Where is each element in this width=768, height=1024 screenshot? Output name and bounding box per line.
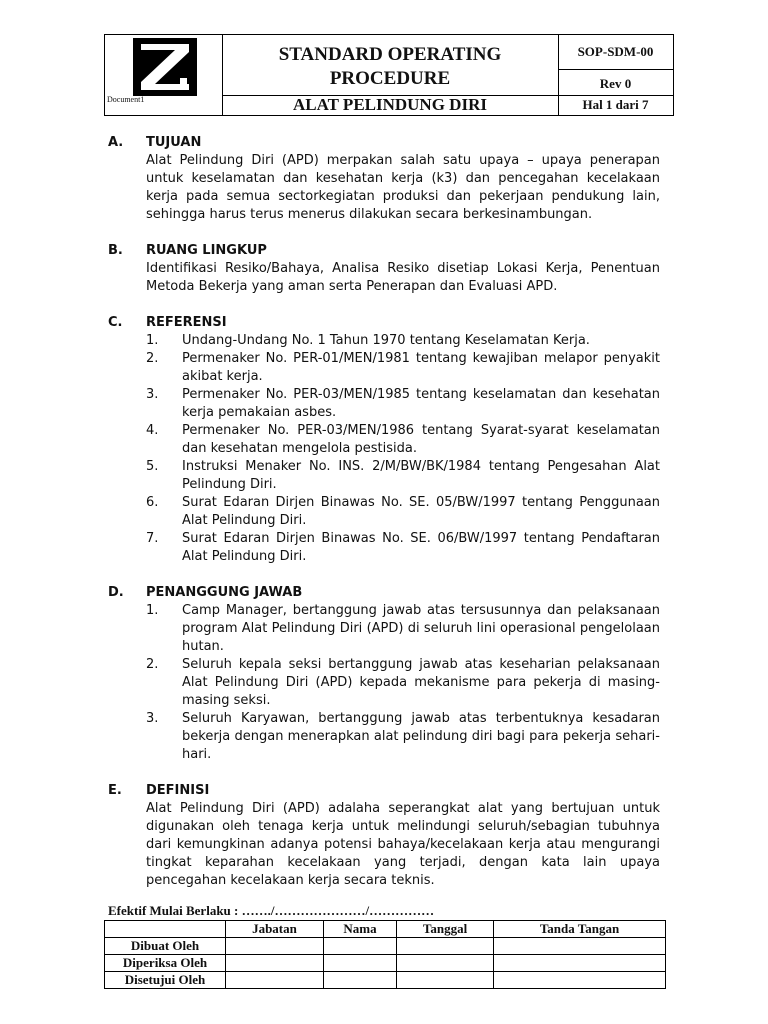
section-text: Alat Pelindung Diri (APD) merpakan salah satu upaya – upaya penerapan untuk keselamatan dan kesehatan kerja (k3) dan pencegahan kecelakaan kerja pada semua sectorkegiatan produksi dan pekerjaan pendukung lain, sehingga harus terus menerus dilakukan secara berkesinambungan. bbox=[146, 153, 660, 222]
title-block bbox=[222, 35, 558, 96]
list-text: Permenaker No. PER-03/MEN/1986 tentang Syarat-syarat keselamatan dan kesehatan mengelola pestisida. bbox=[182, 423, 660, 456]
meta-cell bbox=[558, 35, 673, 115]
section-letter: D. bbox=[108, 585, 124, 600]
section-title: DEFINISI bbox=[146, 783, 210, 798]
list-item bbox=[146, 386, 660, 422]
section-title: TUJUAN bbox=[146, 135, 202, 150]
effective-date-line: Efektif Mulai Berlaku : ……./…………………/…………… bbox=[108, 903, 435, 918]
list-number: 1. bbox=[146, 333, 159, 348]
list-item bbox=[146, 494, 660, 530]
jabatan-cell bbox=[226, 938, 324, 955]
section-title: RUANG LINGKUP bbox=[146, 243, 267, 258]
list-item bbox=[146, 458, 660, 494]
section-letter: C. bbox=[108, 315, 123, 330]
revision-number: Rev 0 bbox=[558, 69, 673, 96]
jabatan-cell bbox=[226, 955, 324, 972]
nama-cell bbox=[323, 938, 396, 955]
list-text: Surat Edaran Dirjen Binawas No. SE. 06/BW/1997 tentang Pendaftaran Alat Pelindung Diri. bbox=[182, 531, 660, 564]
document-title bbox=[222, 43, 558, 91]
section-title: REFERENSI bbox=[146, 315, 227, 330]
document-subtitle: ALAT PELINDUNG DIRI bbox=[293, 95, 487, 114]
list-item bbox=[146, 602, 660, 656]
section-letter: B. bbox=[108, 243, 123, 258]
row-label: Diperiksa Oleh bbox=[105, 955, 226, 972]
list-number: 1. bbox=[146, 603, 159, 618]
reference-list bbox=[146, 332, 660, 566]
title-line-1: STANDARD OPERATING bbox=[278, 44, 502, 65]
list-number: 6. bbox=[146, 495, 159, 510]
list-item bbox=[146, 530, 660, 566]
document-body bbox=[108, 134, 660, 908]
table-header: Nama bbox=[323, 921, 396, 938]
jabatan-cell bbox=[226, 972, 324, 989]
list-item bbox=[146, 710, 660, 764]
page-number: Hal 1 dari 7 bbox=[582, 97, 649, 112]
row-label: Disetujui Oleh bbox=[105, 972, 226, 989]
section-penanggung-jawab bbox=[108, 584, 660, 764]
company-logo bbox=[133, 38, 197, 96]
list-text: Permenaker No. PER-03/MEN/1985 tentang keselamatan dan kesehatan kerja pemakaian asbes. bbox=[182, 387, 660, 420]
list-item bbox=[146, 350, 660, 386]
list-item bbox=[146, 656, 660, 710]
approval-table bbox=[104, 920, 666, 989]
table-header: Tanggal bbox=[397, 921, 494, 938]
title-line-2: PROCEDURE bbox=[329, 68, 451, 89]
list-number: 3. bbox=[146, 711, 159, 726]
tanggal-cell bbox=[397, 972, 494, 989]
tanggal-cell bbox=[397, 955, 494, 972]
tanggal-cell bbox=[397, 938, 494, 955]
section-text: Identifikasi Resiko/Bahaya, Analisa Resiko disetiap Lokasi Kerja, Penentuan Metoda Bekerja yang aman serta Penerapan dan Evaluasi APD. bbox=[146, 261, 660, 294]
section-letter: A. bbox=[108, 135, 124, 150]
list-text: Permenaker No. PER-01/MEN/1981 tentang kewajiban melapor penyakit akibat kerja. bbox=[182, 351, 660, 384]
table-header-row bbox=[105, 921, 666, 938]
document-header bbox=[104, 34, 674, 116]
list-item bbox=[146, 422, 660, 458]
section-title: PENANGGUNG JAWAB bbox=[146, 585, 303, 600]
section-ruang-lingkup bbox=[108, 242, 660, 296]
tanda-tangan-cell bbox=[494, 955, 666, 972]
list-item bbox=[146, 332, 660, 350]
section-text: Alat Pelindung Diri (APD) adalaha seperangkat alat yang bertujuan untuk digunakan oleh tenaga kerja untuk melindungi seluruh/sebagian tubuhnya dari kemungkinan adanya potensi bahaya/kecelakaan kerja atau mengurangi tingkat keparahan kecelakaan yang terjadi, dengan kata lain upaya pencegahan kecelakaan kerja secara teknis. bbox=[146, 801, 660, 888]
section-definisi bbox=[108, 782, 660, 890]
document-label: Document1 bbox=[107, 95, 145, 104]
list-number: 7. bbox=[146, 531, 159, 546]
section-referensi bbox=[108, 314, 660, 566]
list-text: Seluruh Karyawan, bertanggung jawab atas terbentuknya kesadaran bekerja dengan menerapkan alat pelindung diri bagi para pekerja sehari-hari. bbox=[182, 711, 660, 762]
list-number: 5. bbox=[146, 459, 159, 474]
logo-cell bbox=[105, 35, 223, 115]
responsibility-list bbox=[146, 602, 660, 764]
table-row bbox=[105, 938, 666, 955]
tanda-tangan-cell bbox=[494, 938, 666, 955]
list-number: 4. bbox=[146, 423, 159, 438]
tanda-tangan-cell bbox=[494, 972, 666, 989]
list-text: Surat Edaran Dirjen Binawas No. SE. 05/BW/1997 tentang Penggunaan Alat Pelindung Diri. bbox=[182, 495, 660, 528]
table-row bbox=[105, 955, 666, 972]
nama-cell bbox=[323, 955, 396, 972]
table-header: Jabatan bbox=[226, 921, 324, 938]
table-header bbox=[105, 921, 226, 938]
table-row bbox=[105, 972, 666, 989]
list-text: Seluruh kepala seksi bertanggung jawab atas keseharian pelaksanaan Alat Pelindung Diri (APD) kepada mekanisme para pekerja di masing-masing seksi. bbox=[182, 657, 660, 708]
list-text: Instruksi Menaker No. INS. 2/M/BW/BK/1984 tentang Pengesahan Alat Pelindung Diri. bbox=[182, 459, 660, 492]
section-letter: E. bbox=[108, 783, 122, 798]
title-cell bbox=[222, 35, 559, 115]
section-tujuan bbox=[108, 134, 660, 224]
table-header: Tanda Tangan bbox=[494, 921, 666, 938]
list-number: 2. bbox=[146, 351, 159, 366]
row-label: Dibuat Oleh bbox=[105, 938, 226, 955]
list-text: Undang-Undang No. 1 Tahun 1970 tentang Keselamatan Kerja. bbox=[182, 333, 590, 348]
list-text: Camp Manager, bertanggung jawab atas tersusunnya dan pelaksanaan program Alat Pelindung Diri (APD) di seluruh lini operasional pengelolaan hutan. bbox=[182, 603, 660, 654]
document-code: SOP-SDM-00 bbox=[558, 35, 673, 70]
nama-cell bbox=[323, 972, 396, 989]
list-number: 2. bbox=[146, 657, 159, 672]
list-number: 3. bbox=[146, 387, 159, 402]
